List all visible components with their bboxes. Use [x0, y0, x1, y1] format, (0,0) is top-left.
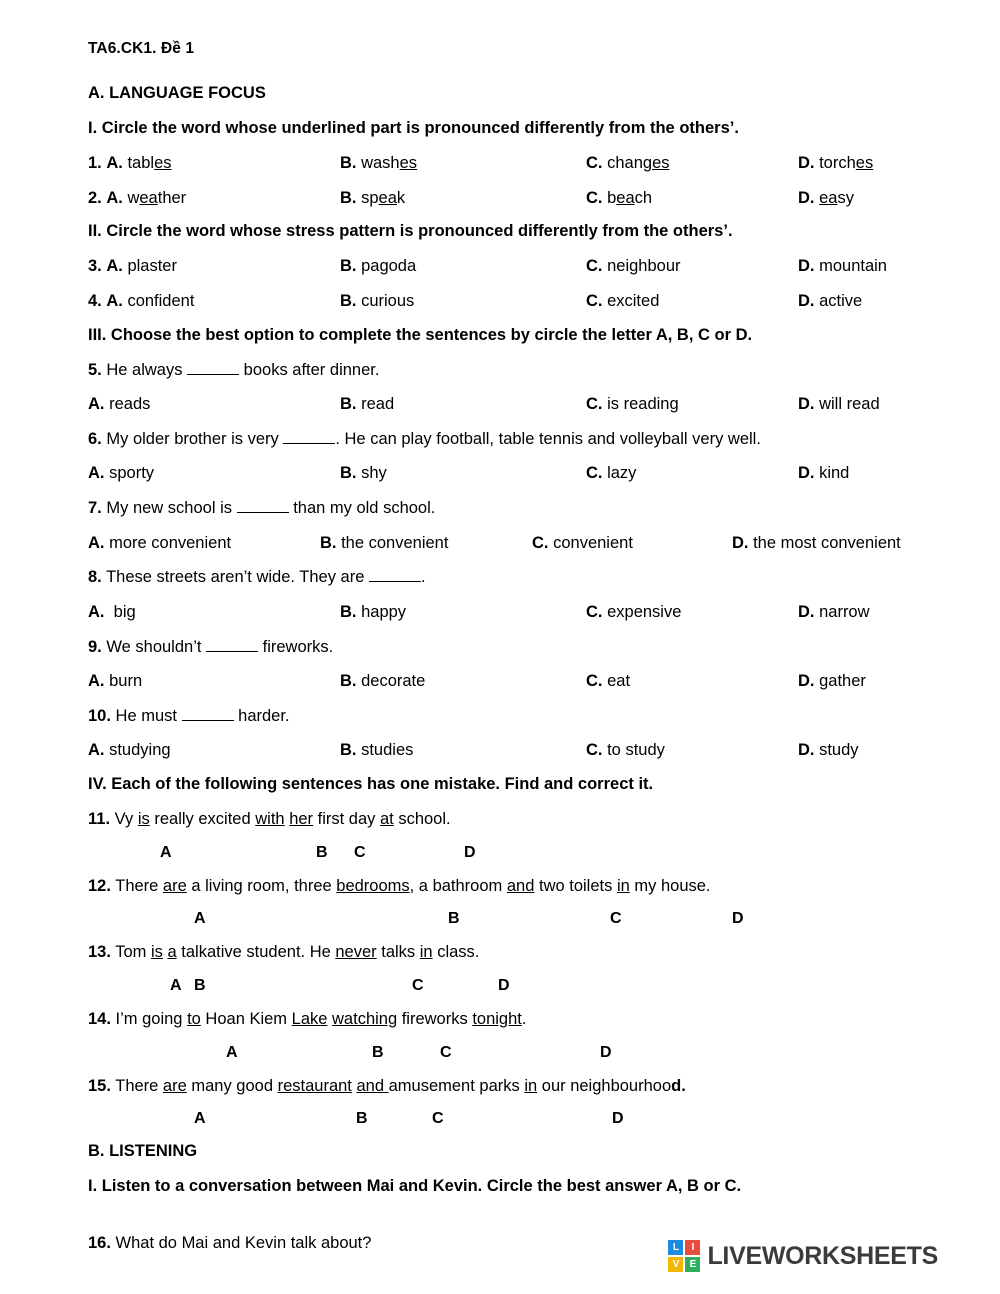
q7-b-label: B.: [320, 533, 337, 552]
q15-part5: our neighbourhoo: [537, 1076, 672, 1095]
q7-a-label: A.: [88, 533, 105, 552]
instruction-listening-i: I. Listen to a conversation between Mai and Kevin. Circle the best answer A, B or C.: [88, 1177, 742, 1196]
q13-part5: class.: [432, 943, 480, 962]
question-15-stem: [88, 1076, 930, 1097]
q6-d-text: kind: [819, 464, 850, 483]
q6-option-c[interactable]: [586, 463, 798, 484]
q1-d-label: D.: [798, 154, 815, 172]
q8-option-c[interactable]: [586, 602, 798, 623]
q6-b-text: shy: [361, 464, 387, 483]
q10-option-c[interactable]: [586, 740, 798, 761]
q8-d-label: D.: [798, 602, 815, 621]
q3-option-c[interactable]: [586, 256, 798, 277]
question-7-options: [88, 533, 930, 554]
question-11-stem: [88, 809, 930, 830]
q13-part4: talks: [376, 943, 420, 962]
q3-option-d[interactable]: [798, 256, 887, 277]
q2-b-label: B.: [340, 188, 357, 207]
q1-a-underlined: es: [154, 154, 172, 172]
q2-b-underlined: ea: [378, 188, 397, 207]
q4-d-label: D.: [798, 291, 815, 310]
q12-part3: , a bathroom: [409, 876, 507, 895]
q14-part5: .: [521, 1009, 527, 1028]
q1-option-c[interactable]: [586, 153, 798, 174]
q5-number: 5.: [88, 360, 102, 379]
q2-c-post: ch: [634, 188, 653, 207]
q6-option-a[interactable]: [88, 463, 340, 484]
q10-option-d[interactable]: [798, 740, 859, 761]
q3-c-text: neighbour: [607, 257, 681, 276]
q11-part2: really excited: [149, 810, 256, 828]
q1-option-b[interactable]: [340, 153, 586, 174]
logo-letter-v: V: [668, 1257, 683, 1272]
q8-number: 8.: [88, 568, 102, 587]
q16-text: What do Mai and Kevin talk about?: [115, 1234, 372, 1253]
q7-a-text: more convenient: [109, 533, 232, 552]
q2-option-c[interactable]: [586, 188, 798, 209]
logo-letter-l: L: [668, 1240, 683, 1255]
question-10-options: [88, 740, 930, 761]
q4-c-text: excited: [607, 291, 660, 310]
question-5-stem: [88, 360, 930, 381]
question-13-stem: [88, 942, 930, 963]
q2-option-a[interactable]: [88, 188, 340, 209]
q3-d-label: D.: [798, 257, 815, 276]
section-b-heading: B. LISTENING: [88, 1142, 198, 1161]
q7-option-b[interactable]: [320, 533, 532, 554]
q4-d-text: active: [819, 291, 863, 310]
q15-part2: many good: [186, 1076, 278, 1095]
q1-c-underlined: es: [652, 154, 670, 172]
q1-b-underlined: es: [399, 154, 418, 172]
instruction-part-iii: III. Choose the best option to complete the sentences by circle the letter A, B, C or D.: [88, 325, 753, 344]
q11-part5: school.: [393, 810, 451, 828]
q4-option-d[interactable]: [798, 291, 862, 312]
question-2-options: [88, 188, 930, 209]
q15-underline-c[interactable]: and: [356, 1076, 389, 1095]
q5-c-label: C.: [586, 395, 603, 414]
q5-d-label: D.: [798, 395, 815, 414]
q5-a-text: reads: [109, 395, 151, 414]
q3-option-a[interactable]: [88, 256, 340, 277]
q15-mark-c: C: [432, 1110, 444, 1128]
q8-option-d[interactable]: [798, 602, 870, 623]
q1-b-label: B.: [340, 154, 357, 172]
q12-underline-d[interactable]: in: [616, 876, 630, 895]
q1-d-underlined: es: [855, 154, 874, 172]
q5-stem-pre: He always: [106, 360, 183, 379]
q9-option-d[interactable]: [798, 671, 866, 692]
q14-part2: Hoan Kiem: [200, 1009, 292, 1028]
q9-number: 9.: [88, 637, 102, 656]
q1-b-text: wash: [361, 154, 400, 172]
q2-d-underlined: ea: [819, 188, 838, 207]
q15-mark-d: D: [612, 1110, 624, 1128]
q7-stem-post: than my old school.: [293, 499, 436, 517]
q16-number: 16.: [88, 1234, 111, 1253]
q14-mark-c: C: [440, 1043, 452, 1061]
q13-mark-b: B: [194, 976, 206, 994]
q8-a-text: big: [113, 602, 136, 621]
question-12-stem: [88, 876, 930, 897]
q11-underline-b[interactable]: with: [255, 810, 285, 828]
q13-mark-a: A: [170, 976, 182, 994]
q10-a-text: studying: [109, 741, 171, 760]
q12-part5: my house.: [629, 876, 711, 895]
q7-d-label: D.: [732, 533, 749, 552]
q1-d-text: torch: [819, 154, 856, 172]
q10-blank[interactable]: [182, 720, 234, 721]
question-15-marks: [88, 1110, 930, 1130]
q8-stem-pre: These streets aren’t wide. They are: [106, 568, 365, 587]
q11-mark-c: C: [354, 843, 366, 861]
q3-d-text: mountain: [819, 257, 887, 276]
q9-a-text: burn: [109, 672, 143, 691]
q1-number: 1.: [88, 154, 102, 172]
q13-underline-c[interactable]: never: [335, 943, 377, 962]
q12-part4: two toilets: [534, 876, 617, 895]
q9-c-text: eat: [607, 672, 631, 691]
q9-c-label: C.: [586, 672, 603, 691]
q2-d-post: sy: [837, 188, 854, 207]
q10-option-b[interactable]: [340, 740, 586, 761]
q6-stem-pre: My older brother is very: [106, 429, 279, 448]
q9-a-label: A.: [88, 672, 105, 691]
q15-part1: There: [115, 1076, 163, 1095]
q15-mark-b: B: [356, 1110, 368, 1128]
q5-b-text: read: [361, 395, 395, 414]
question-8-stem: [88, 567, 930, 588]
q9-b-label: B.: [340, 672, 357, 691]
q14-mark-d: D: [600, 1043, 612, 1061]
q10-c-label: C.: [586, 741, 603, 760]
q7-b-text: the convenient: [341, 533, 449, 552]
q2-c-label: C.: [586, 188, 603, 207]
q8-option-b[interactable]: [340, 602, 586, 623]
q6-d-label: D.: [798, 464, 815, 483]
q5-option-c[interactable]: [586, 394, 798, 415]
q10-b-text: studies: [361, 741, 414, 760]
question-6-options: [88, 463, 930, 484]
q11-mark-b: B: [316, 843, 328, 861]
q5-d-text: will read: [819, 395, 880, 414]
q2-a-pre: w: [127, 188, 140, 207]
q10-c-text: to study: [607, 741, 665, 760]
q14-number: 14.: [88, 1009, 111, 1028]
q4-number: 4.: [88, 291, 102, 310]
q4-a-text: confident: [127, 291, 195, 310]
q2-c-pre: b: [607, 188, 617, 207]
q7-c-text: convenient: [553, 533, 633, 552]
q8-blank[interactable]: [369, 581, 421, 582]
q10-d-label: D.: [798, 741, 815, 760]
q7-option-a[interactable]: [88, 533, 320, 554]
q13-mark-d: D: [498, 976, 510, 994]
liveworksheets-logo: [668, 1240, 938, 1272]
q3-number: 3.: [88, 257, 102, 276]
question-5-options: [88, 394, 930, 415]
question-13-marks: [88, 977, 930, 997]
q14-underline-d[interactable]: tonight: [472, 1009, 522, 1028]
section-a-heading: A. LANGUAGE FOCUS: [88, 84, 266, 102]
q13-underline-d[interactable]: in: [419, 943, 433, 962]
question-14-marks: [88, 1044, 930, 1064]
q5-stem-post: books after dinner.: [243, 360, 380, 379]
q7-number: 7.: [88, 499, 102, 517]
q7-option-c[interactable]: [532, 533, 732, 554]
q2-option-b[interactable]: [340, 188, 586, 209]
q6-a-text: sporty: [109, 464, 155, 483]
q15-part4: amusement parks: [388, 1076, 525, 1095]
q7-blank[interactable]: [237, 512, 289, 513]
q9-option-a[interactable]: [88, 671, 340, 692]
q9-option-b[interactable]: [340, 671, 586, 692]
q6-a-label: A.: [88, 464, 105, 483]
q4-option-b[interactable]: [340, 291, 586, 312]
q15-mark-a: A: [194, 1110, 206, 1128]
q15-underline-a[interactable]: are: [162, 1076, 187, 1095]
q10-b-label: B.: [340, 741, 357, 760]
q13-part3: talkative student. He: [176, 943, 336, 962]
q4-b-text: curious: [361, 291, 415, 310]
q14-underline-c[interactable]: watching: [332, 1009, 398, 1028]
q11-part1: Vy: [114, 810, 138, 828]
q8-a-label: A.: [88, 602, 105, 621]
q15-underline-d[interactable]: in: [524, 1076, 538, 1095]
q14-part1: I’m going: [115, 1009, 188, 1028]
q2-number: 2.: [88, 188, 102, 207]
q7-d-text: the most convenient: [753, 533, 901, 552]
q3-b-label: B.: [340, 257, 357, 276]
question-4-options: [88, 291, 930, 312]
q3-a-text: plaster: [127, 257, 177, 276]
q7-c-label: C.: [532, 533, 549, 552]
q1-c-text: chang: [607, 154, 653, 172]
q2-a-label: A.: [106, 188, 123, 207]
q9-stem-pre: We shouldn’t: [106, 637, 202, 656]
logo-letter-i: I: [685, 1240, 700, 1255]
q6-option-b[interactable]: [340, 463, 586, 484]
q2-a-post: ther: [157, 188, 187, 207]
question-7-stem: [88, 498, 930, 519]
question-1-options: [88, 153, 930, 174]
question-9-options: [88, 671, 930, 692]
question-3-options: [88, 256, 930, 277]
q6-c-label: C.: [586, 464, 603, 483]
q6-b-label: B.: [340, 464, 357, 483]
logo-letter-e: E: [685, 1257, 700, 1272]
q14-part4: fireworks: [397, 1009, 473, 1028]
q15-part6: d.: [671, 1076, 686, 1095]
q5-b-label: B.: [340, 395, 357, 414]
q9-b-text: decorate: [361, 672, 426, 691]
instruction-part-ii: II. Circle the word whose stress pattern is pronounced differently from the others’.: [88, 222, 733, 241]
q12-mark-a: A: [194, 910, 206, 928]
q7-option-d[interactable]: [732, 533, 901, 554]
q8-c-label: C.: [586, 602, 603, 621]
q8-d-text: narrow: [819, 602, 870, 621]
q13-underline-a[interactable]: is: [151, 943, 163, 962]
q3-b-text: pagoda: [361, 257, 417, 276]
q2-d-label: D.: [798, 188, 815, 207]
q11-underline-d[interactable]: at: [379, 810, 394, 828]
q14-underline-a[interactable]: to: [187, 1009, 201, 1028]
q6-option-d[interactable]: [798, 463, 849, 484]
q12-number: 12.: [88, 876, 111, 895]
q8-b-text: happy: [361, 602, 407, 621]
q13-number: 13.: [88, 943, 111, 962]
instruction-part-i: I. Circle the word whose underlined part is pronounced differently from the others’.: [88, 119, 739, 137]
q12-underline-b[interactable]: bedrooms: [336, 876, 410, 895]
q12-mark-b: B: [448, 910, 460, 928]
q14-mark-b: B: [372, 1043, 384, 1061]
question-11-marks: [88, 844, 930, 864]
q6-stem-post: . He can play football, table tennis and volleyball very well.: [335, 429, 761, 448]
q2-b-post: k: [396, 188, 406, 207]
q13-underline-b[interactable]: a: [167, 943, 177, 962]
q6-c-text: lazy: [607, 464, 637, 483]
q9-stem-post: fireworks.: [262, 637, 334, 656]
q11-underline-a[interactable]: is: [137, 810, 150, 828]
q10-option-a[interactable]: [88, 740, 340, 761]
question-6-stem: [88, 429, 930, 450]
q3-option-b[interactable]: [340, 256, 586, 277]
q13-mark-c: C: [412, 976, 424, 994]
q13-part1: Tom: [115, 943, 151, 962]
q2-option-d[interactable]: [798, 188, 854, 209]
q1-a-text: tabl: [127, 154, 155, 172]
q8-b-label: B.: [340, 602, 357, 621]
q5-option-b[interactable]: [340, 394, 586, 415]
q11-part4: first day: [313, 810, 380, 828]
question-12-marks: [88, 910, 930, 930]
q15-number: 15.: [88, 1076, 111, 1095]
q12-mark-d: D: [732, 910, 744, 928]
q3-a-label: A.: [106, 257, 123, 276]
q1-c-label: C.: [586, 154, 603, 172]
q9-option-c[interactable]: [586, 671, 798, 692]
q10-number: 10.: [88, 706, 111, 725]
q12-mark-c: C: [610, 910, 622, 928]
q10-d-text: study: [819, 741, 859, 760]
q4-option-c[interactable]: [586, 291, 798, 312]
q2-c-underlined: ea: [616, 188, 635, 207]
q10-stem-post: harder.: [238, 706, 290, 725]
logo-wordmark: LIVEWORKSHEETS: [707, 1241, 938, 1270]
q8-c-text: expensive: [607, 602, 682, 621]
q15-underline-b[interactable]: restaurant: [277, 1076, 352, 1095]
logo-squares-icon: [668, 1240, 700, 1272]
q4-c-label: C.: [586, 291, 603, 310]
q4-b-label: B.: [340, 291, 357, 310]
q1-a-label: A.: [106, 154, 123, 172]
q1-option-a[interactable]: [88, 153, 340, 174]
q12-part1: There: [115, 876, 163, 895]
q10-a-label: A.: [88, 741, 105, 760]
q3-c-label: C.: [586, 257, 603, 276]
page-title: TA6.CK1. Đề 1: [88, 40, 195, 57]
q12-part2: a living room, three: [186, 876, 337, 895]
q10-stem-pre: He must: [115, 706, 177, 725]
q9-d-label: D.: [798, 672, 815, 691]
q5-a-label: A.: [88, 395, 105, 414]
q9-d-text: gather: [819, 672, 866, 691]
question-14-stem: [88, 1009, 930, 1030]
q2-b-pre: sp: [361, 188, 379, 207]
q14-mark-a: A: [226, 1043, 238, 1061]
q5-option-a[interactable]: [88, 394, 340, 415]
q11-mark-d: D: [464, 843, 476, 861]
q5-option-d[interactable]: [798, 394, 880, 415]
q9-blank[interactable]: [206, 651, 258, 652]
q8-option-a[interactable]: [88, 602, 340, 623]
q2-a-underlined: ea: [139, 188, 158, 207]
question-8-options: [88, 602, 930, 623]
q14-underline-b[interactable]: Lake: [291, 1009, 328, 1028]
q7-stem-pre: My new school is: [106, 499, 232, 517]
q11-number: 11.: [88, 810, 111, 828]
q6-blank[interactable]: [283, 443, 335, 444]
q5-c-text: is reading: [607, 395, 679, 414]
q11-mark-a: A: [160, 843, 172, 861]
instruction-part-iv: IV. Each of the following sentences has one mistake. Find and correct it.: [88, 775, 654, 793]
q4-a-label: A.: [106, 291, 123, 310]
q12-underline-a[interactable]: are: [162, 876, 187, 895]
q8-stem-post: .: [420, 568, 426, 587]
q4-option-a[interactable]: [88, 291, 340, 312]
q6-number: 6.: [88, 429, 102, 448]
q5-blank[interactable]: [187, 374, 239, 375]
question-10-stem: [88, 706, 930, 727]
q11-underline-c[interactable]: her: [289, 810, 314, 828]
question-9-stem: [88, 637, 930, 658]
q12-underline-c[interactable]: and: [506, 876, 535, 895]
q1-option-d[interactable]: [798, 153, 873, 174]
